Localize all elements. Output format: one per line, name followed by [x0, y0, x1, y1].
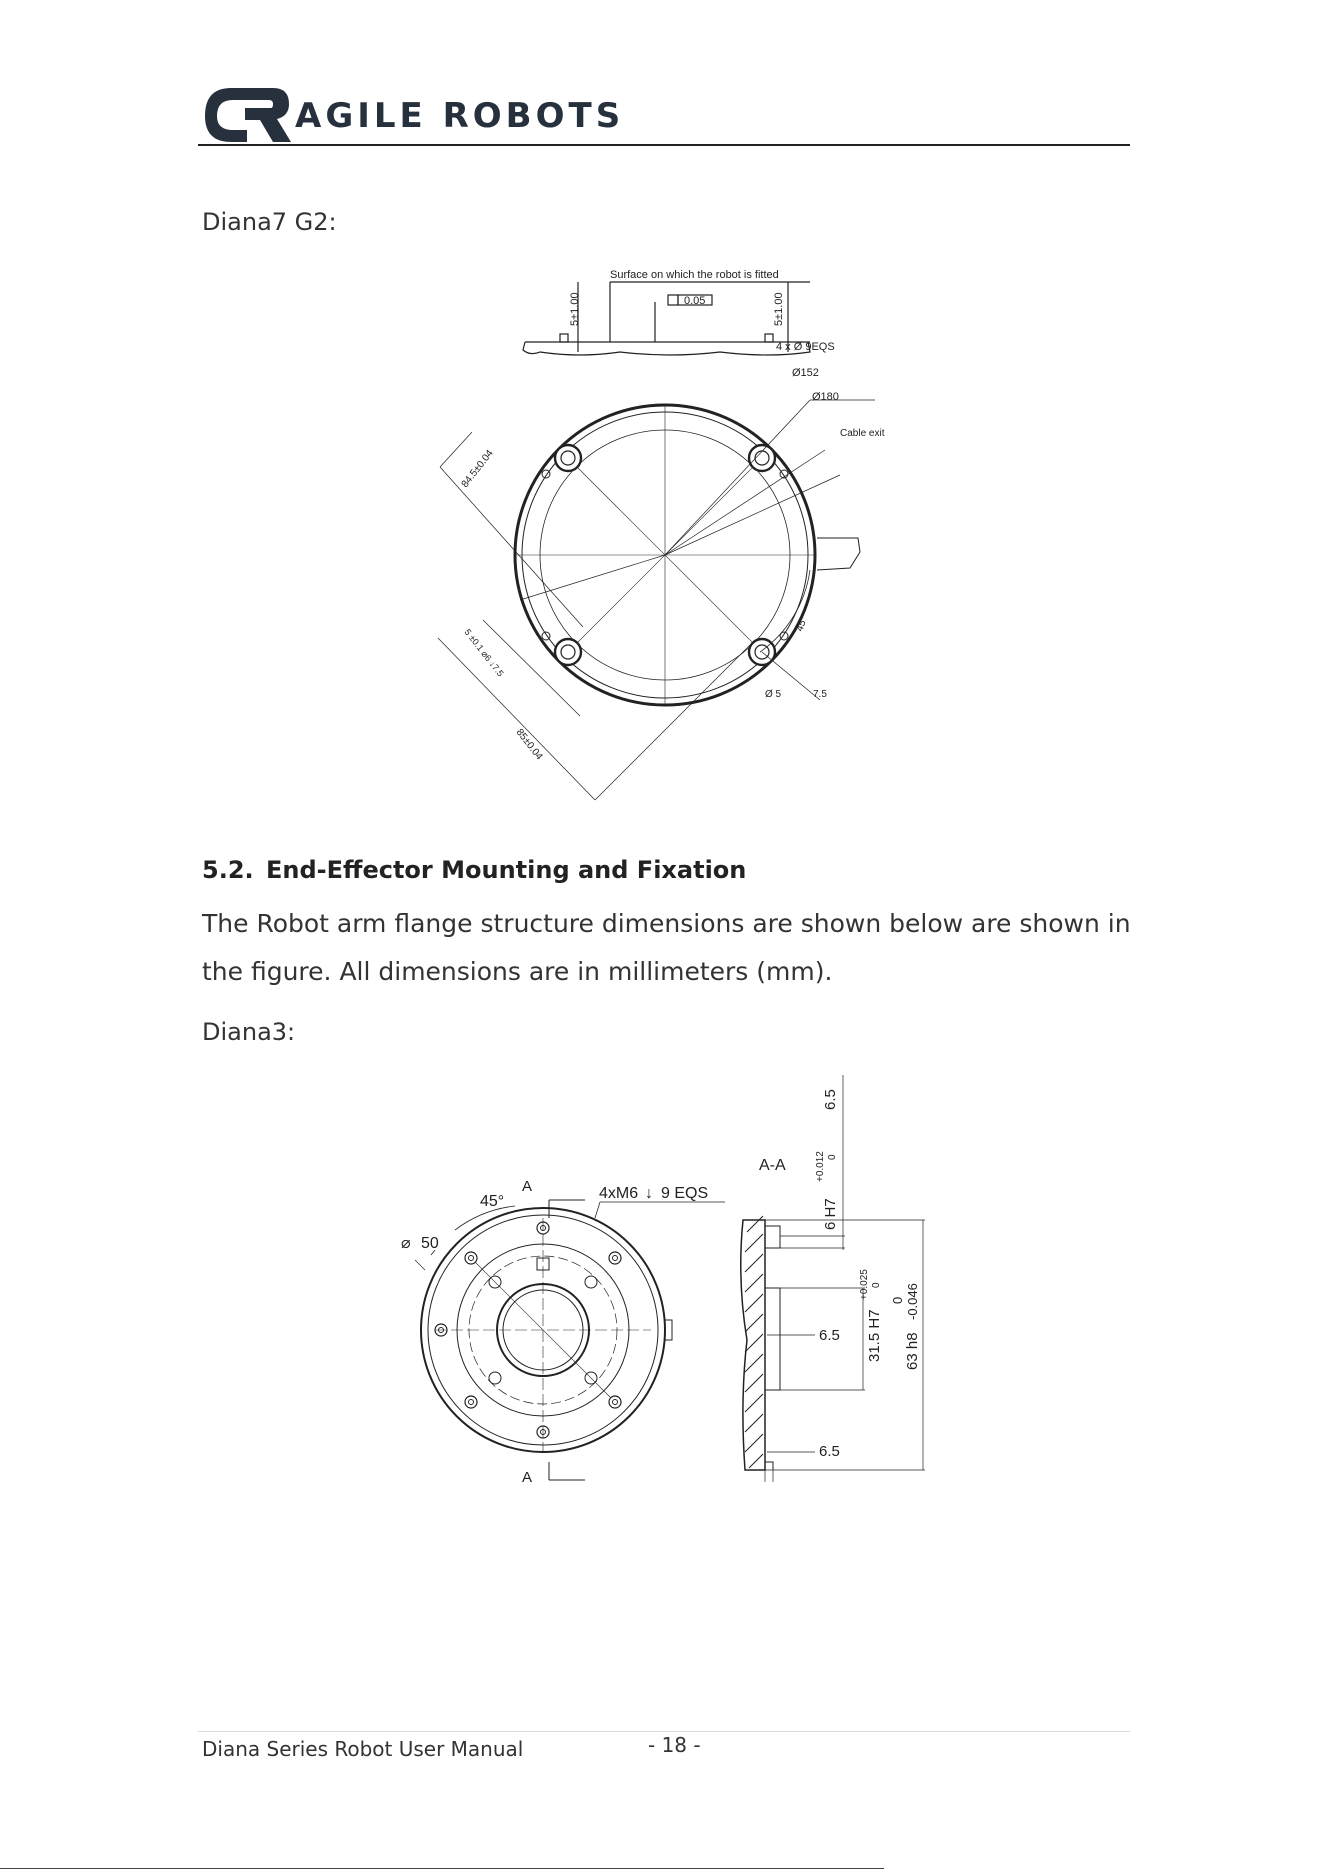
dim-84-5: 84.5±0.04 — [459, 448, 496, 490]
diameter-symbol-icon: ⌀ — [401, 1235, 411, 1252]
angle-45-label: 45° — [480, 1193, 505, 1210]
diana7-g2-label: Diana7 G2: — [202, 208, 337, 236]
diameter-50-label: 50 — [421, 1235, 439, 1252]
shaft-63-tol-bottom: -0.046 — [905, 1283, 920, 1320]
cable-exit-label: Cable exit — [840, 428, 885, 439]
page-number: - 18 - — [648, 1733, 701, 1757]
thread-depth: 9 EQS — [661, 1185, 709, 1202]
pin-diameter: Ø 5 — [765, 689, 782, 700]
bore-6-depth: 6.5 — [822, 1089, 839, 1110]
footer-manual-title: Diana Series Robot User Manual — [202, 1737, 524, 1761]
bore-31-5-tol-top: +0.025 — [859, 1269, 870, 1300]
dim-left-label: 5±1.00 — [569, 292, 581, 326]
flatness-value: 0.05 — [684, 295, 706, 307]
dim-85: 85±0.04 — [513, 727, 545, 763]
dim-right-label: 5±1.00 — [773, 292, 785, 326]
dim-small-hole: 5 ±0.1 ⌀6 ↓7.5 — [462, 627, 506, 679]
angle-45: 45° — [794, 615, 810, 634]
shaft-63-tol-top: 0 — [890, 1296, 905, 1304]
robot-logo-icon — [203, 78, 293, 148]
depth-mid: 6.5 — [819, 1327, 840, 1344]
bore-31-5-tol-bottom: 0 — [871, 1282, 882, 1288]
section-number: 5.2. — [202, 856, 254, 884]
footer-divider — [198, 1731, 1130, 1732]
page-bottom-rule — [0, 1868, 884, 1869]
bore-6-tol-top: +0.012 — [815, 1151, 826, 1182]
section-title: End-Effector Mounting and Fixation — [266, 856, 747, 884]
bore-6-tol-bottom: 0 — [827, 1154, 838, 1160]
surface-label: Surface on which the robot is fitted — [610, 269, 779, 281]
brand-logo — [203, 78, 623, 148]
surface-side-view — [523, 282, 810, 355]
flange-plate — [515, 405, 860, 705]
diameter-152: Ø152 — [792, 367, 819, 379]
diana7-g2-mounting-drawing — [420, 260, 920, 820]
flange-front-view — [415, 1200, 725, 1480]
shaft-63-h8: 63 h8 — [904, 1332, 921, 1370]
bore-31-5-h7: 31.5 H7 — [866, 1309, 883, 1362]
brand-name: AGILE ROBOTS — [295, 96, 625, 136]
depth-bottom: 6.5 — [819, 1443, 840, 1460]
thread-spec: 4xM6 — [599, 1185, 639, 1202]
section-marker-bottom: A — [522, 1469, 533, 1486]
pin-depth: 7.5 — [813, 689, 827, 700]
depth-symbol-icon: ↓ — [645, 1185, 653, 1202]
holes-spec: 4 x Ø 9EQS — [776, 341, 835, 353]
bore-6-h7: 6 H7 — [822, 1198, 839, 1230]
flange-section-view — [741, 1075, 925, 1482]
diana3-flange-drawing — [395, 1070, 955, 1490]
section-paragraph: The Robot arm flange structure dimensions are shown below are shown in the figure. All dimensions are in millimeters (mm). — [202, 909, 1131, 986]
section-view-label: A-A — [759, 1157, 786, 1174]
diana3-label: Diana3: — [202, 1018, 296, 1046]
section-heading — [202, 856, 746, 884]
diameter-180: Ø180 — [812, 391, 839, 403]
header-divider — [198, 144, 1130, 146]
section-marker-top: A — [522, 1178, 533, 1195]
